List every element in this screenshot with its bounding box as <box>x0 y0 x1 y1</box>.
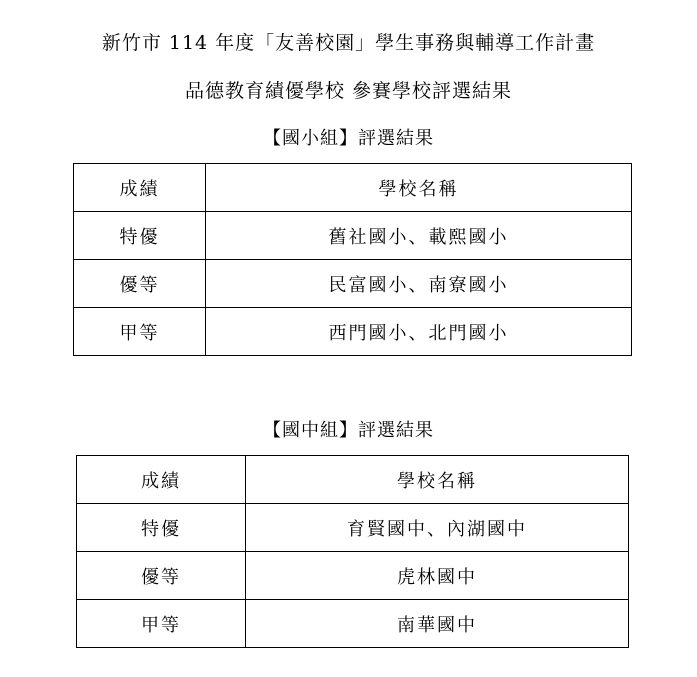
junior-results-table <box>76 455 629 648</box>
schools-cell: 虎林國中 <box>246 552 629 600</box>
schools-cell: 育賢國中、內湖國中 <box>246 504 629 552</box>
grade-column-header: 成績 <box>74 164 206 212</box>
grade-cell: 甲等 <box>74 308 206 356</box>
table-header-row <box>77 456 629 504</box>
schools-cell: 舊社國小、載熙國小 <box>206 212 632 260</box>
junior-section-title: 【國中組】評選結果 <box>263 420 434 441</box>
document-title: 新竹市 114 年度「友善校園」學生事務與輔導工作計畫 <box>101 32 596 54</box>
grade-cell: 甲等 <box>77 600 246 648</box>
table-row <box>74 308 632 356</box>
schools-cell: 南華國中 <box>246 600 629 648</box>
table-row <box>74 212 632 260</box>
table-row <box>74 260 632 308</box>
table-row <box>77 600 629 648</box>
primary-section-title: 【國小組】評選結果 <box>263 128 434 149</box>
grade-cell: 優等 <box>77 552 246 600</box>
table-header-row <box>74 164 632 212</box>
grade-column-header: 成績 <box>77 456 246 504</box>
schools-cell: 民富國小、南寮國小 <box>206 260 632 308</box>
primary-results-table <box>73 163 632 356</box>
document-subtitle: 品德教育績優學校 參賽學校評選結果 <box>184 80 513 102</box>
grade-cell: 優等 <box>74 260 206 308</box>
table-row <box>77 552 629 600</box>
schools-column-header: 學校名稱 <box>246 456 629 504</box>
grade-cell: 特優 <box>77 504 246 552</box>
schools-column-header: 學校名稱 <box>206 164 632 212</box>
table-row <box>77 504 629 552</box>
grade-cell: 特優 <box>74 212 206 260</box>
schools-cell: 西門國小、北門國小 <box>206 308 632 356</box>
